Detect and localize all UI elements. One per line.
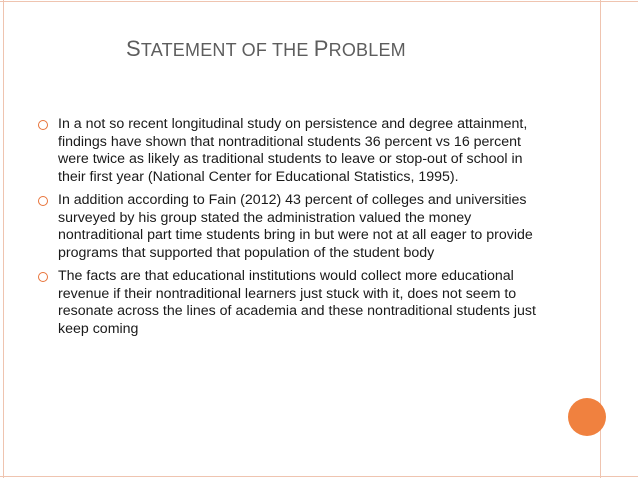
bullet-text: In addition according to Fain (2012) 43 percent of colleges and universities surveyed by his group stated the administration valued the money nontraditional part time students bring in but were not at all eager to provide programs that supported that population of the student body bbox=[58, 192, 533, 261]
title-rest-1: TATEMENT OF THE bbox=[140, 40, 314, 60]
title-cap-1: S bbox=[126, 36, 141, 61]
bullet-item bbox=[38, 192, 548, 262]
slide-border-bottom bbox=[0, 476, 638, 477]
title-rest-2: ROBLEM bbox=[328, 40, 406, 60]
title-cap-2: P bbox=[313, 36, 329, 61]
bullet-item bbox=[38, 268, 548, 338]
bullet-text: The facts are that educational institutions would collect more educational revenue if their nontraditional learners just stuck with it, does not seem to resonate across the lines of academia and these nontraditional students just keep coming bbox=[58, 268, 536, 337]
hollow-circle-icon bbox=[38, 120, 48, 130]
bullet-list bbox=[38, 116, 548, 344]
bullet-text: In a not so recent longitudinal study on persistence and degree attainment, findings have shown that nontraditional students 36 percent vs 16 percent were twice as likely as traditional students to leave or stop-out of school in their first year (National Center for Educational Statistics, 1995). bbox=[58, 116, 528, 185]
slide-border-top bbox=[0, 1, 638, 2]
orange-circle-icon bbox=[568, 398, 606, 436]
slide-border-left bbox=[3, 0, 4, 478]
hollow-circle-icon bbox=[38, 196, 48, 206]
slide-title bbox=[126, 36, 406, 62]
bullet-item bbox=[38, 116, 548, 186]
hollow-circle-icon bbox=[38, 272, 48, 282]
